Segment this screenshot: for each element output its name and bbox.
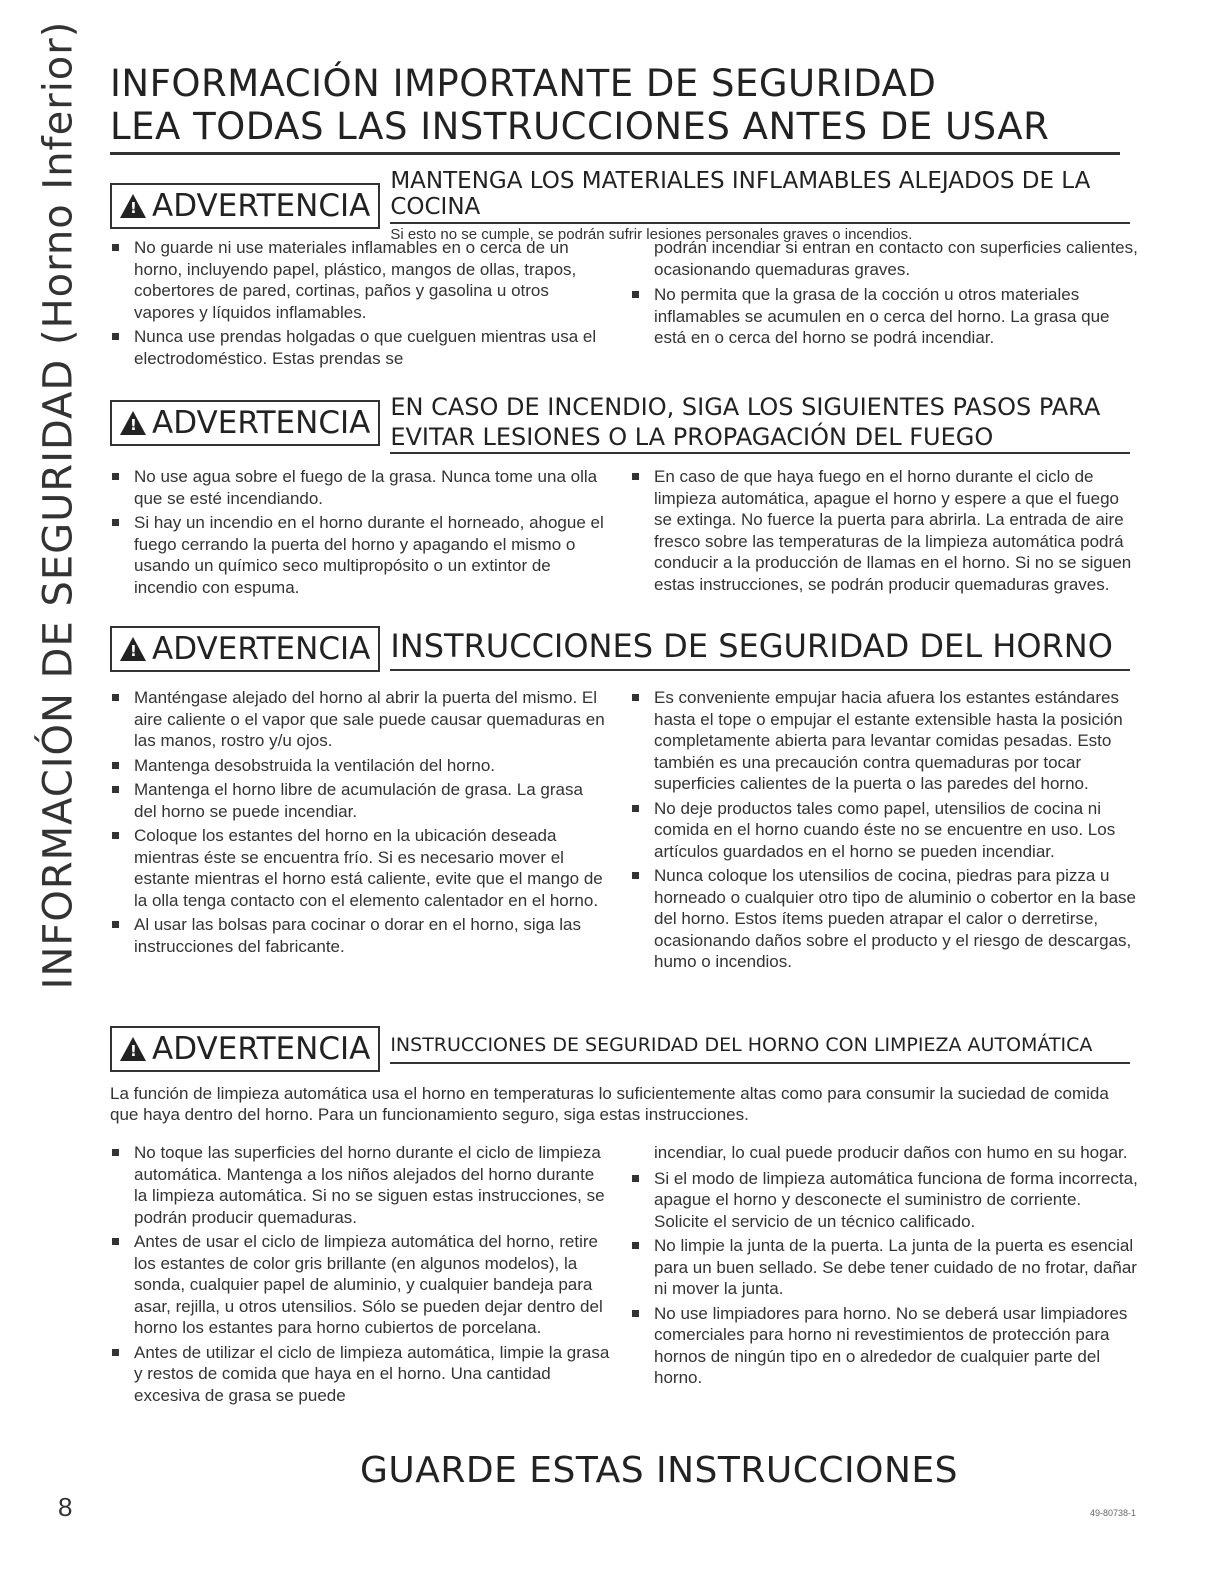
warning-triangle-icon [120, 411, 146, 435]
warning-triangle-icon [120, 1037, 146, 1061]
warning-triangle-icon [120, 194, 146, 218]
document-code: 49-80738-1 [1090, 1508, 1137, 1518]
list-item: Mantenga el horno libre de acumulación de grasa. La grasa del horno se puede incendiar. [110, 779, 610, 822]
list-item: No guarde ni use materiales inflamables en o cerca de un horno, incluyendo papel, plástico, mangos de ollas, trapos, cobertores de pared, cortinas, paños y gasolina u otros vapores y líquidos inflamables. [110, 237, 610, 323]
list-item: Si el modo de limpieza automática funciona de forma incorrecta, apague el horno y desconecte el suministro de corriente. Solicite el servicio de un técnico calificado. [630, 1168, 1140, 1233]
warning-3-title: INSTRUCCIONES DE SEGURIDAD DEL HORNO [390, 627, 1130, 671]
list-item-continuation: podrán incendiar si entran en contacto con superficies calientes, ocasionando quemaduras graves. [654, 238, 1138, 279]
list-item-continuation: incendiar, lo cual puede producir daños con humo en su hogar. [654, 1143, 1128, 1162]
list-item: Al usar las bolsas para cocinar o dorar en el horno, siga las instrucciones del fabricante. [110, 914, 610, 957]
page-header [110, 62, 1120, 155]
header-line-2: LEA TODAS LAS INSTRUCCIONES ANTES DE USAR [110, 105, 1050, 148]
list-item: No use agua sobre el fuego de la grasa. Nunca tome una olla que se esté incendiando. [110, 466, 610, 509]
list-item: Nunca coloque los utensilios de cocina, piedras para pizza u horneado o cualquier otro tipo de aluminio o cobertor en la base del horno. Estos ítems pueden atrapar el calor o derretirse, ocasionando daños sobre el producto y el riesgo de descargas, humo o incendios. [630, 865, 1140, 973]
list-item: No limpie la junta de la puerta. La junta de la puerta es esencial para un buen sellado. Se debe tener cuidado de no frotar, dañar ni mover la junta. [630, 1235, 1140, 1300]
footer-title: GUARDE ESTAS INSTRUCCIONES [360, 1450, 959, 1491]
warning-triangle-icon [120, 637, 146, 661]
list-item: Coloque los estantes del horno en la ubicación deseada mientras éste se encuentra frío. Si es necesario mover el estante mientras el horno está caliente, evite que el mango de la olla tenga contacto con el elemento calentador en el horno. [110, 825, 610, 911]
warning-1-subtitle: Si esto no se cumple, se podrán sufrir lesiones personales graves o incendios. [390, 222, 1130, 243]
list-item: Nunca use prendas holgadas o que cuelguen mientras usa el electrodoméstico. Estas prendas se [110, 326, 610, 369]
warning-2-header [110, 392, 1130, 454]
warning-3-header [110, 626, 1130, 672]
list-item: Manténgase alejado del horno al abrir la puerta del mismo. El aire caliente o el vapor que sale puede causar quemaduras en las manos, rostro y/u ojos. [110, 687, 610, 752]
warning-1-left-column [110, 237, 610, 372]
list-item: No toque las superficies del horno durante el ciclo de limpieza automática. Mantenga a los niños alejados del horno durante la limpieza automática. Si no se siguen estas instrucciones, se podrán producir quemaduras. [110, 1142, 610, 1228]
list-item: No use limpiadores para horno. No se deberá usar limpiadores comerciales para horno ni revestimientos de protección para hornos de ningún tipo en o alrededor de cualquier parte del horno. [630, 1303, 1140, 1389]
warning-1-title: MANTENGA LOS MATERIALES INFLAMABLES ALEJADOS DE LA COCINA [390, 168, 1091, 220]
warning-2-left-column [110, 466, 610, 601]
sidebar-vertical-title [28, 20, 88, 990]
warning-badge [110, 183, 380, 229]
list-item: Antes de usar el ciclo de limpieza automática del horno, retire los estantes de color gris brillante (en algunos modelos), la sonda, cualquier papel de aluminio, y cualquier bandeja para asar, rejilla, u otros utensilios. Sólo se pueden dejar dentro del horno los estantes para horno cubiertos de porcelana. [110, 1231, 610, 1339]
list-item: No permita que la grasa de la cocción u otros materiales inflamables se acumulen en o cerca del horno. La grasa que está en o cerca del horno se podrá incendiar. [630, 284, 1140, 349]
header-rule [110, 152, 1120, 155]
warning-2-title-line-1: EN CASO DE INCENDIO, SIGA LOS SIGUIENTES PASOS PARA [390, 393, 1101, 421]
list-item: Es conveniente empujar hacia afuera los estantes estándares hasta el tope o empujar el estante extensible hasta la posición completamente abierta para levantar comidas pesadas. Esto también es una precaución contra quemaduras por tocar superficies calientes de la puerta o las paredes del horno. [630, 687, 1140, 795]
page-number: 8 [58, 1492, 73, 1522]
warning-3-left-column [110, 687, 610, 960]
list-item: Antes de utilizar el ciclo de limpieza automática, limpie la grasa y restos de comida que haya en el horno. Una cantidad excesiva de grasa se puede [110, 1342, 610, 1407]
list-item: No deje productos tales como papel, utensilios de cocina ni comida en el horno cuando éste no se encuentre en uso. Los artículos guardados en el horno se pueden incendiar. [630, 798, 1140, 863]
warning-2-right-column [630, 466, 1140, 598]
list-item: En caso de que haya fuego en el horno durante el ciclo de limpieza automática, apague el horno y espere a que el fuego se extinga. No fuerce la puerta para abrirla. La entrada de aire fresco sobre las temperaturas de la limpieza automática podrá conducir a la producción de llamas en el horno. Si no se siguen estas instrucciones, se podrán producir quemaduras graves. [630, 466, 1140, 595]
sidebar-text: INFORMACIÓN DE SEGURIDAD (Horno Inferior) [35, 20, 81, 990]
list-item: Si hay un incendio en el horno durante el horneado, ahogue el fuego cerrando la puerta del horno y apagando el mismo o usando un químico seco multipropósito o un extintor de incendio con espuma. [110, 512, 610, 598]
warning-badge-label: ADVERTENCIA [152, 187, 371, 224]
warning-2-title-line-2: EVITAR LESIONES O LA PROPAGACIÓN DEL FUEGO [390, 422, 1130, 454]
warning-badge [110, 1026, 380, 1072]
warning-1-right-column [630, 237, 1140, 352]
warning-4-left-column [110, 1142, 610, 1409]
list-item: Mantenga desobstruida la ventilación del horno. [110, 755, 610, 777]
warning-4-right-column [630, 1142, 1140, 1392]
warning-badge [110, 400, 380, 446]
warning-4-title: INSTRUCCIONES DE SEGURIDAD DEL HORNO CON LIMPIEZA AUTOMÁTICA [390, 1034, 1130, 1064]
warning-badge-label: ADVERTENCIA [152, 631, 371, 667]
warning-badge [110, 626, 380, 672]
warning-badge-label: ADVERTENCIA [152, 405, 371, 441]
header-line-1: INFORMACIÓN IMPORTANTE DE SEGURIDAD [110, 62, 937, 105]
warning-3-right-column [630, 687, 1140, 976]
warning-1-header [110, 168, 1130, 243]
warning-4-intro: La función de limpieza automática usa el horno en temperaturas lo suficientemente altas como para consumir la suciedad de comida que haya dentro del horno. Para un funcionamiento seguro, siga estas instrucciones. [110, 1084, 1109, 1124]
warning-4-header [110, 1026, 1130, 1072]
warning-badge-label: ADVERTENCIA [152, 1031, 371, 1067]
